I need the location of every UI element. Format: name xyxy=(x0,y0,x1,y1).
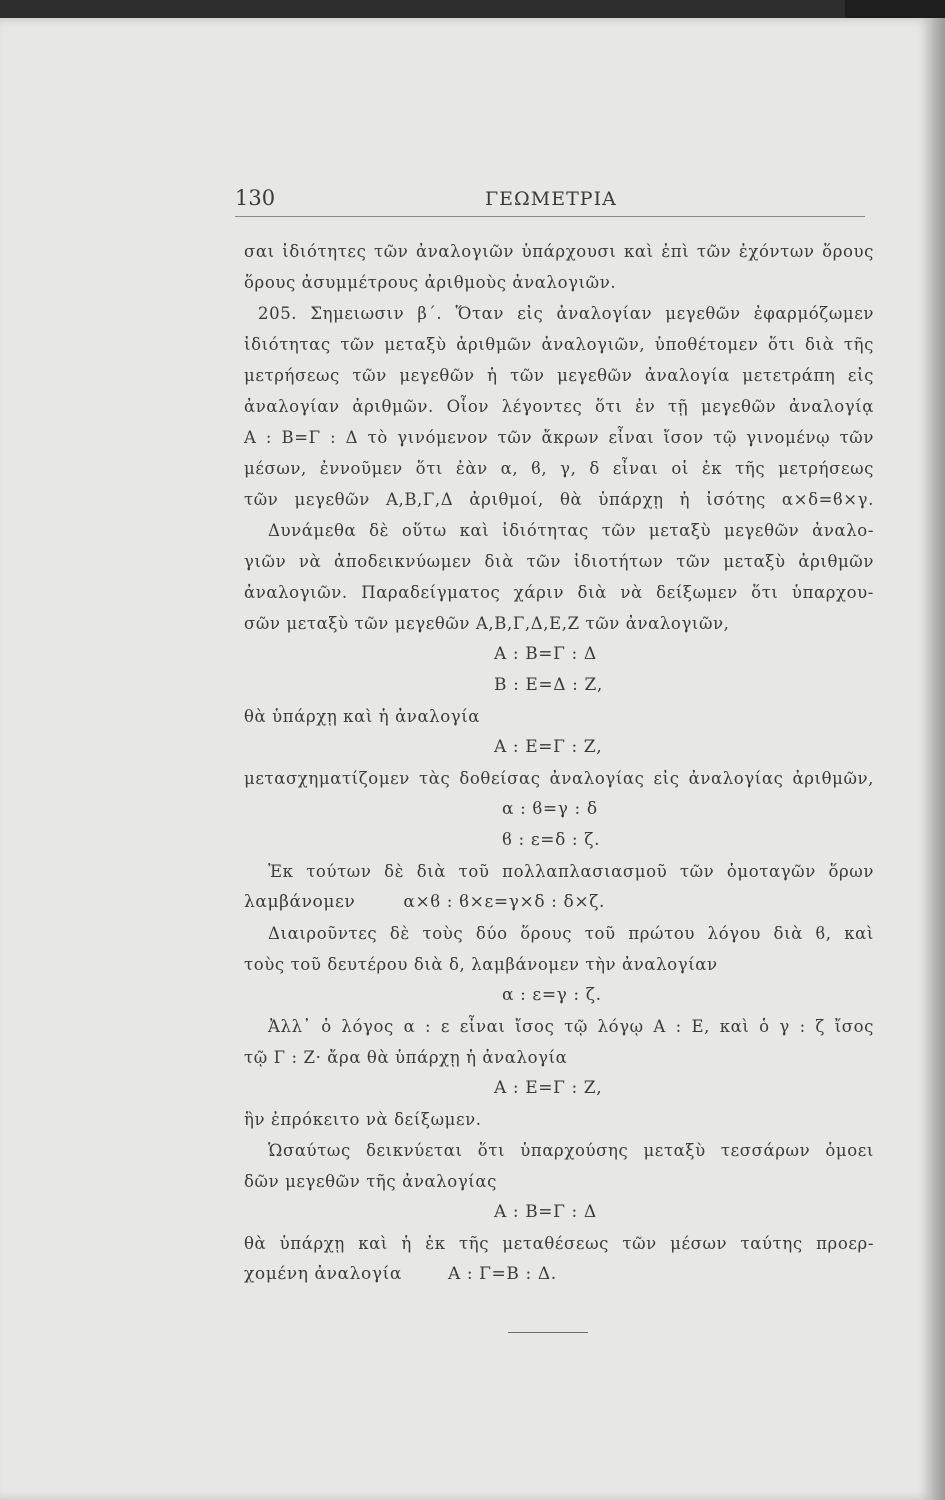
page-header xyxy=(235,182,865,217)
text-fragment: λαμβάνομεν xyxy=(244,892,356,912)
equation: α : ϐ=γ : δ xyxy=(502,799,598,819)
page-number: 130 xyxy=(235,186,276,210)
text-fragment: χομένη ἀναλογία xyxy=(244,1264,402,1284)
text-line: δῶν μεγεθῶν τῆς ἀναλογίας xyxy=(244,1172,497,1191)
running-head: ΓΕΩΜΕΤΡΙΑ xyxy=(485,188,617,210)
equation: Α : Β=Γ : Δ xyxy=(494,1202,597,1222)
equation: Β : Ε=Δ : Ζ, xyxy=(494,675,603,695)
text-line: σαι ἰδιότητες τῶν ἀναλογιῶν ὑπάρχουσι καὶ ἐπὶ τῶν ἐχόντων ὅρους xyxy=(244,242,874,261)
text-line: γιῶν νὰ ἀποδεικνύωμεν διὰ τῶν ἰδιοτήτων τῶν μεταξὺ ἀριθμῶν xyxy=(244,552,874,571)
text-line: Ἐκ τούτων δὲ διὰ τοῦ πολλαπλασιασμοῦ τῶν ὁμοταγῶν ὅρων xyxy=(268,862,874,881)
equation: ϐ : ε=δ : ζ. xyxy=(502,830,601,850)
equation: Α : Β=Γ : Δ xyxy=(494,644,597,664)
text-line: Διαιροῦντες δὲ τοὺς δύο ὅρους τοῦ πρώτου λόγου διὰ ϐ, καὶ xyxy=(268,924,874,943)
equation: Α : Ε=Γ : Ζ, xyxy=(494,737,603,757)
text-line: Ἀλλ᾽ ὁ λόγος α : ε εἶναι ἴσος τῷ λόγῳ Α : Ε, καὶ ὁ γ : ζ ἴσος xyxy=(268,1017,874,1036)
text-line: μέσων, ἐννοῦμεν ὅτι ἐὰν α, ϐ, γ, δ εἶναι οἱ ἐκ τῆς μετρήσεως xyxy=(244,459,874,478)
equation-line xyxy=(244,1259,874,1290)
text-line: τῶν μεγεθῶν Α,Β,Γ,Δ ἀριθμοί, θὰ ὑπάρχῃ ἡ ἰσότης α×δ=ϐ×γ. xyxy=(244,490,874,509)
text-line: Α : Β=Γ : Δ τὸ γινόμενον τῶν ἄκρων εἶναι ἴσον τῷ γινομένῳ τῶν xyxy=(244,428,874,447)
text-line: θὰ ὑπάρχῃ καὶ ἡ ἀναλογία xyxy=(244,707,481,726)
text-line: ἰδιότητας τῶν μεταξὺ ἀριθμῶν ἀναλογιῶν, ὑποθέτομεν ὅτι διὰ τῆς xyxy=(244,335,874,354)
text-line: ἀναλογίαν ἀριθμῶν. Οἷον λέγοντες ὅτι ἐν τῇ μεγεθῶν ἀναλογίᾳ xyxy=(244,397,874,416)
end-rule xyxy=(508,1332,588,1333)
text-line: Δυνάμεθα δὲ οὕτω καὶ ἰδιότητας τῶν μεταξὺ μεγεθῶν ἀναλο- xyxy=(268,521,874,540)
page-edge-strip xyxy=(932,18,945,1500)
body-text xyxy=(244,236,874,1290)
text-line: τῷ Γ : Ζ· ἄρα θὰ ὑπάρχῃ ἡ ἀναλογία xyxy=(244,1048,568,1067)
text-line: θὰ ὑπάρχῃ καὶ ἡ ἐκ τῆς μεταθέσεως τῶν μέσων ταύτης προερ- xyxy=(244,1234,874,1253)
text-line: τοὺς τοῦ δευτέρου διὰ δ, λαμβάνομεν τὴν ἀναλογίαν xyxy=(244,955,718,974)
text-line: ὅρους ἀσυμμέτρους ἀριθμοὺς ἀναλογιῶν. xyxy=(244,273,617,292)
text-line: 205. Σημειωσιν β΄. Ὅταν εἰς ἀναλογίαν μεγεθῶν ἐφαρμόζωμεν xyxy=(258,304,874,323)
text-line: Ὡσαύτως δεικνύεται ὅτι ὑπαρχούσης μεταξὺ τεσσάρων ὁμοει xyxy=(268,1141,874,1160)
equation: Α : Γ=Β : Δ. xyxy=(447,1264,557,1284)
text-line: ἣν ἐπρόκειτο νὰ δείξωμεν. xyxy=(244,1110,482,1129)
equation: α : ε=γ : ζ. xyxy=(502,985,602,1005)
equation: α×ϐ : ϐ×ε=γ×δ : δ×ζ. xyxy=(403,892,606,912)
text-line: μετασχηματίζομεν τὰς δοθείσας ἀναλογίας εἰς ἀναλογίας ἀριθμῶν, xyxy=(244,769,874,788)
equation-line xyxy=(244,887,874,918)
text-line: μετρήσεως τῶν μεγεθῶν ἡ τῶν μεγεθῶν ἀναλογία μετετράπη εἰς xyxy=(244,366,874,385)
text-line: σῶν μεταξὺ τῶν μεγεθῶν Α,Β,Γ,Δ,Ε,Ζ τῶν ἀναλογιῶν, xyxy=(244,614,730,633)
equation: Α : Ε=Γ : Ζ, xyxy=(494,1078,603,1098)
text-line: ἀναλογιῶν. Παραδείγματος χάριν διὰ νὰ δείξωμεν ὅτι ὑπαρχου- xyxy=(244,583,874,602)
